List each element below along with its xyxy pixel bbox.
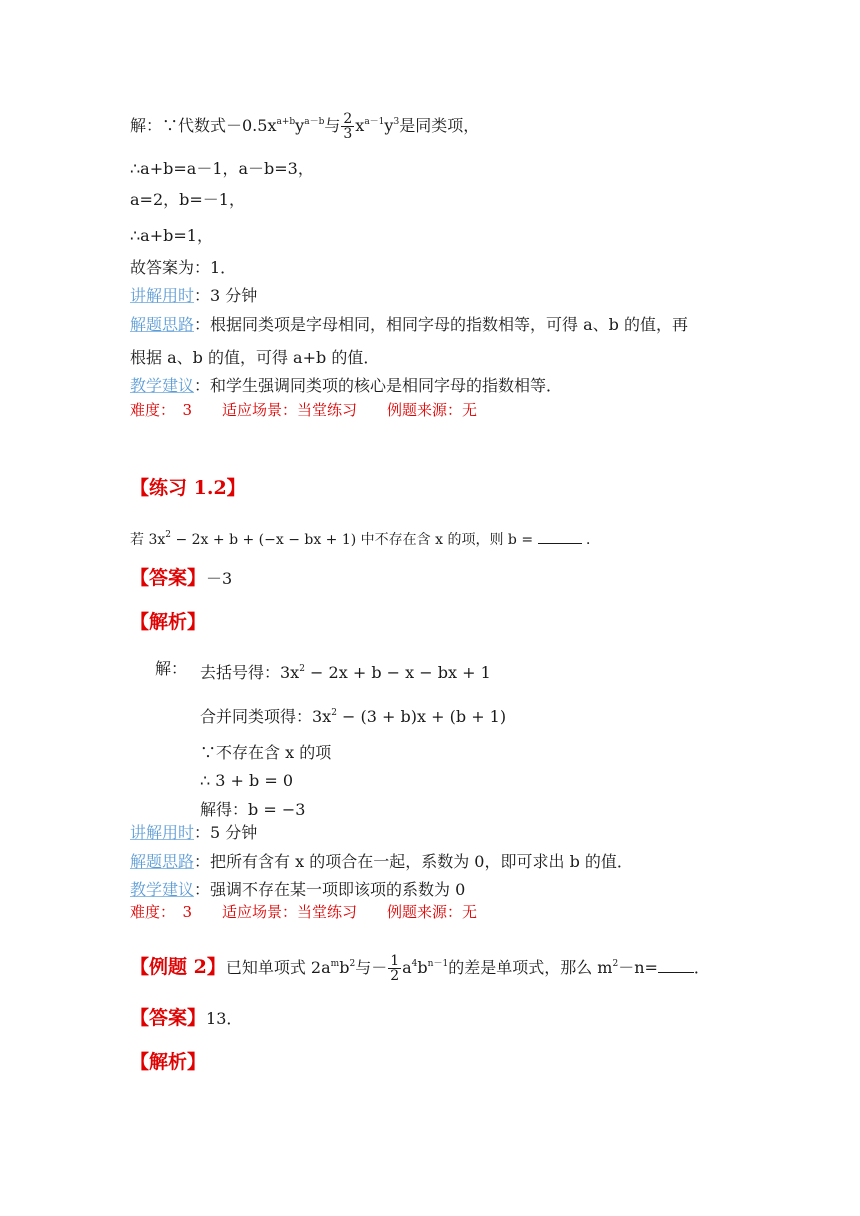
exercise-1-2-title: 【练习 1.2】 [130,477,246,499]
advice-value: ：强调不存在某一项即该项的系数为 0 [194,880,466,899]
text: ． [581,532,600,548]
solution-1-line-5: 故答案为：1． [130,258,237,277]
text: 是同类项， [399,116,480,135]
exponent: a－b [304,117,325,127]
text: 解：∵代数式－0.5x [130,116,277,135]
solution-1-line-1 [130,112,479,141]
text: b [417,958,428,977]
meta-2-advice [130,880,465,900]
text: x [355,116,365,135]
fraction [388,954,401,983]
text: − (3 + b)x + (b + 1) [336,707,507,726]
text: y [384,116,394,135]
solution-1-line-4: ∴a+b=1， [130,226,213,245]
text: 与－ [355,958,388,977]
time-value: ：3 分钟 [194,286,258,305]
exponent: a－1 [364,117,385,127]
answer-value: －3 [206,569,233,588]
fraction-denominator: 3 [343,126,353,142]
text: b [339,958,350,977]
solution-1-line-2: ∴a+b=a－1，a－b=3， [130,159,314,178]
idea-label: 解题思路 [130,852,195,871]
meta-2-footer: 难度： 3 适应场景：当堂练习 例题来源：无 [130,903,478,921]
text: y [295,116,305,135]
idea-value: ：根据同类项是字母相同，相同字母的指数相等，可得 a、b 的值，再 [194,315,688,334]
text: − 2x + b + (−x − bx + 1) 中不存在含 x 的项，则 b = [171,532,538,548]
exponent: 4 [411,959,418,969]
time-label: 讲解用时 [130,823,195,842]
exercise-1-2-step-1 [200,659,491,683]
exponent: 2 [349,959,356,969]
exercise-1-2-step-3: ∵不存在含 x 的项 [200,743,332,762]
meta-1-idea [130,315,688,335]
example-2-title: 【例题 2】 [130,956,226,978]
answer-value: 13． [206,1009,243,1028]
idea-value: ：把所有含有 x 的项合在一起，系数为 0，即可求出 b 的值． [194,852,633,871]
exponent: n－1 [427,959,449,969]
meta-2-idea [130,852,633,872]
text: 与 [324,116,341,135]
exercise-1-2-answer [130,566,232,591]
exercise-1-2-step-4: ∴ 3 + b = 0 [200,771,294,790]
meta-1-time [130,286,257,306]
text: －n= [618,958,658,977]
time-value: ：5 分钟 [194,823,258,842]
exercise-1-2-question [130,525,600,550]
answer-blank [538,529,582,544]
example-2-answer [130,1006,242,1031]
exercise-1-2-step-5: 解得：b = −3 [200,800,306,819]
exercise-1-2-analysis-label: 【解析】 [130,611,207,633]
text: − 2x + b − x − bx + 1 [304,663,491,682]
exponent: 2 [331,708,337,718]
answer-label: 【答案】 [130,567,207,589]
text: a [402,958,412,977]
text: 若 3x [130,532,166,548]
exponent: m [330,959,340,969]
example-2-question [130,952,710,983]
answer-label: 【答案】 [130,1007,207,1029]
fraction-numerator: 1 [390,953,400,969]
exponent: 2 [612,959,619,969]
solution-1-line-3: a=2，b=－1， [130,190,245,209]
exponent: 2 [299,664,305,674]
advice-label: 教学建议 [130,880,195,899]
text: 合并同类项得：3x [200,707,332,726]
time-label: 讲解用时 [130,286,195,305]
exponent: 3 [393,117,400,127]
advice-label: 教学建议 [130,376,195,395]
example-2-question-text [225,953,710,984]
answer-blank [658,958,694,973]
exercise-1-2-solution-label: 解： [155,659,188,678]
exponent: 2 [165,530,171,540]
text: 的差是单项式，那么 m [448,958,613,977]
meta-1-footer: 难度： 3 适应场景：当堂练习 例题来源：无 [130,401,478,419]
meta-1-idea-cont: 根据 a、b 的值，可得 a+b 的值． [130,348,380,367]
text: ． [693,958,710,977]
text: 已知单项式 2a [225,958,331,977]
advice-value: ：和学生强调同类项的核心是相同字母的指数相等． [194,376,563,395]
exponent: a+b [276,117,296,127]
idea-label: 解题思路 [130,315,195,334]
meta-2-time [130,823,257,843]
fraction-numerator: 2 [343,111,353,127]
fraction [341,112,354,141]
fraction-denominator: 2 [390,968,400,984]
text: 去括号得：3x [200,663,300,682]
meta-1-advice [130,376,562,396]
example-2-analysis-label: 【解析】 [130,1051,207,1073]
exercise-1-2-step-2 [200,703,506,727]
